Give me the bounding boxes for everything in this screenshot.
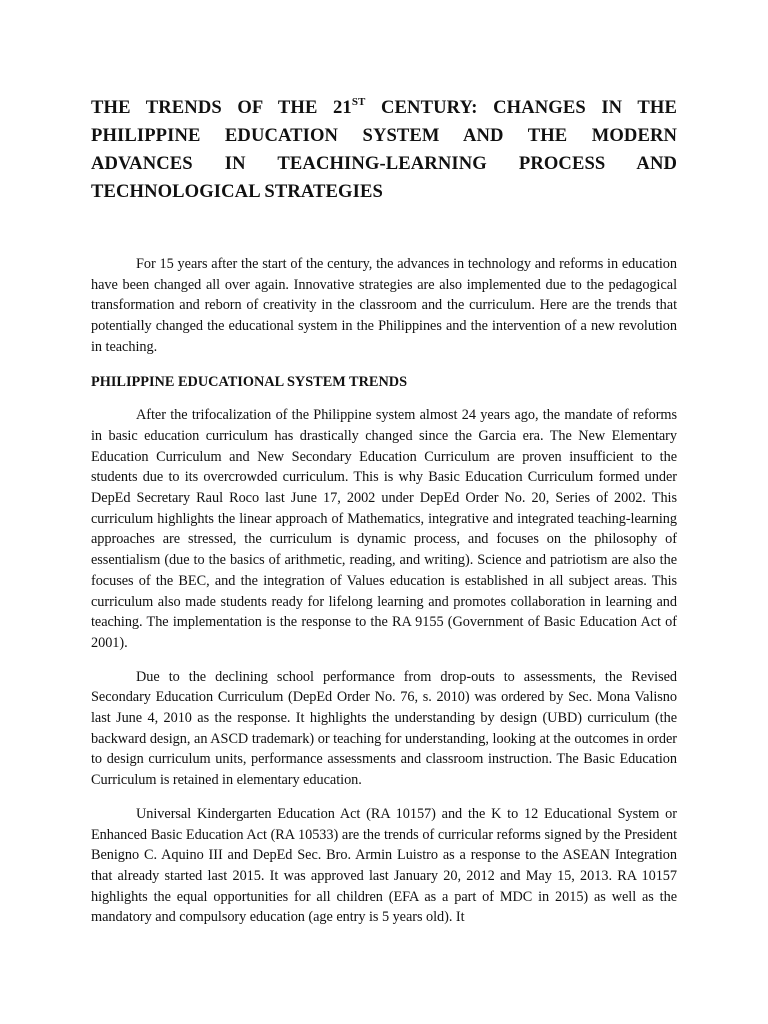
title-part-1: THE TRENDS OF THE 21: [91, 97, 352, 118]
title-superscript: ST: [351, 95, 366, 108]
section-heading: PHILIPPINE EDUCATIONAL SYSTEM TRENDS: [91, 373, 408, 390]
intro-paragraph: For 15 years after the start of the century, the advances in technology and reforms in education have been changed all over again. Innovative strategies are also implemented due to the pedagogical transformation and reborn of creativity in the classroom and the curriculum. Here are the trends that potentially changed the educational system in the Philippines and the intervention of a new revolution in teaching.: [91, 256, 677, 355]
paragraph-revised-secondary-curriculum: Due to the declining school performance from drop-outs to assessments, the Revised Secondary Education Curriculum (DepEd Order No. 76, s. 2010) was ordered by Sec. Mona Valisno last June 4, 2010 as the response. It highlights the understanding by design (UBD) curriculum (the backward design, an ASCD trademark) or teaching for understanding, looking at the outcomes in order to design curriculum units, performance assessments and classroom instruction. The Basic Education Curriculum is retained in elementary education.: [91, 668, 677, 789]
document-title: [91, 94, 677, 206]
paragraph-k-to-12: Universal Kindergarten Education Act (RA 10157) and the K to 12 Educational System or Enhanced Basic Education Act (RA 10533) are the trends of curricular reforms signed by the President Benigno C. Aquino III and DepEd Sec. Bro. Armin Luistro as a response to the ASEAN Integration that already started last 2015. It was approved last January 20, 2012 and May 15, 2013. RA 10157 highlights the equal opportunities for all children (EFA as a part of MDC in 2015) as well as the mandatory and compulsory education (age entry is 5 years old). It: [91, 805, 677, 926]
title-part-2: CENTURY: CHANGES IN THE PHILIPPINE EDUCATION SYSTEM AND THE MODERN ADVANCES IN TEACHING-LEARNING PROCESS AND TECHNOLOGICAL STRATEGIES: [91, 97, 677, 202]
paragraph-basic-education-curriculum: After the trifocalization of the Philippine system almost 24 years ago, the mandate of reforms in basic education curriculum has drastically changed since the Garcia era. The New Elementary Education Curriculum and New Secondary Education Curriculum are proven insufficient to the students due to its overcrowded curriculum. This is why Basic Education Curriculum formed under DepEd Secretary Raul Roco last June 17, 2002 under DepEd Order No. 20, Series of 2002. This curriculum highlights the linear approach of Mathematics, integrative and integrated teaching-learning approaches are stressed, the curriculum is dynamic process, and focuses on the philosophy of essentialism (due to the basics of arithmetic, reading, and writing). Science and patriotism are also the focuses of the BEC, and the integration of Values education is established in all subject areas. This curriculum also made students ready for lifelong learning and promotes collaboration in learning and teaching. The implementation is the response to the RA 9155 (Government of Basic Education Act of 2001).: [91, 407, 677, 651]
document-body: [91, 94, 677, 928]
